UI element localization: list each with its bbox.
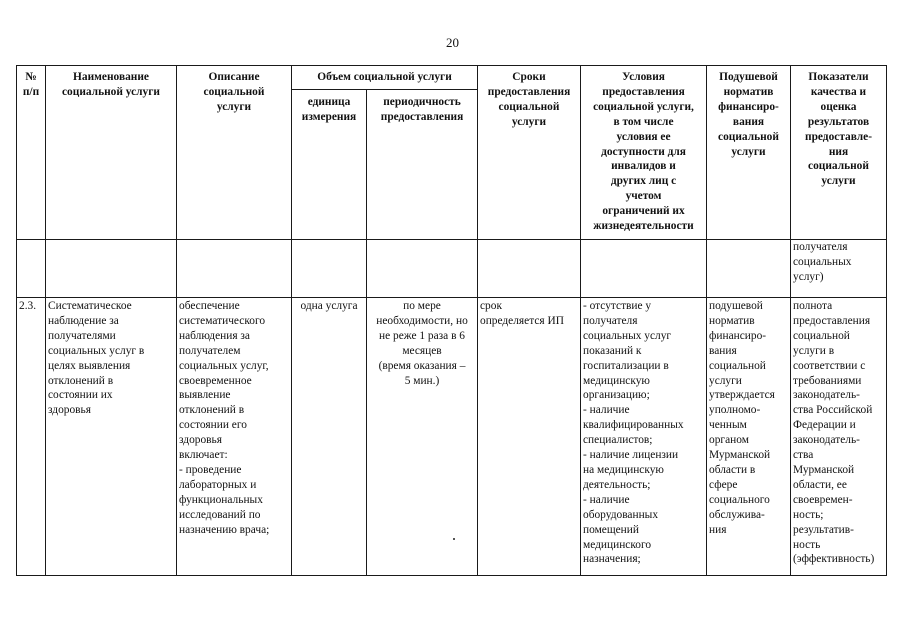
header-service-name: Наименование социальной услуги [46,66,177,240]
row-service-name: Систематическое наблюдение за получателями социальных услуг в целях выявления отклонений в состоянии их здоровья [46,298,177,576]
header-periodicity: периодичность предоставления [367,90,478,240]
scan-speck [453,538,455,540]
row-indicators: полнота предоставления социальной услуги в соответствии с требованиями законодатель- ства Российской Федерации и законодатель- ства Мурманской области, ее своевремен- ность; результатив- ность (эффективность) [791,298,887,576]
cell-empty [17,240,46,298]
social-services-table [16,65,887,576]
header-unit: единица измерения [292,90,367,240]
header-volume: Объем социальной услуги [292,66,478,90]
header-conditions: Условия предоставления социальной услуги, в том числе условия ее доступности для инвалидов и других лиц с учетом ограничений их жизнедеятельности [581,66,707,240]
header-num: № п/п [17,66,46,240]
row-conditions: - отсутствие у получателя социальных услуг показаний к госпитализации в медицинскую организацию; - наличие квалифицированных специалистов; - наличие лицензии на медицинскую деятельность; - наличие оборудованных помещений медицинского назначения; [581,298,707,576]
cell-empty [581,240,707,298]
row-periodicity: по мере необходимости, но не реже 1 раза в 6 месяцев (время оказания – 5 мин.) [367,298,478,576]
cell-empty [292,240,367,298]
continuation-indicators: получателя социальных услуг) [791,240,887,298]
header-norm: Подушевой норматив финансиро- вания социальной услуги [707,66,791,240]
header-row-top [17,66,887,90]
cell-empty [367,240,478,298]
cell-empty [707,240,791,298]
cell-empty [478,240,581,298]
header-terms: Сроки предоставления социальной услуги [478,66,581,240]
continuation-row [17,240,887,298]
row-unit: одна услуга [292,298,367,576]
header-description: Описание социальной услуги [177,66,292,240]
table-row [17,298,887,576]
row-norm: подушевой норматив финансиро- вания социальной услуги утверждается уполномо- ченным органом Мурманской области в сфере социального обслужива- ния [707,298,791,576]
cell-empty [46,240,177,298]
row-description: обеспечение систематического наблюдения за получателем социальных услуг, своевременное выявление отклонений в состоянии его здоровья включает: - проведение лабораторных и функциональных исследований по назначению врача; [177,298,292,576]
row-terms: срок определяется ИП [478,298,581,576]
header-indicators: Показатели качества и оценка результатов предоставле- ния социальной услуги [791,66,887,240]
page-number: 20 [446,35,459,50]
cell-empty [177,240,292,298]
row-num: 2.3. [17,298,46,576]
